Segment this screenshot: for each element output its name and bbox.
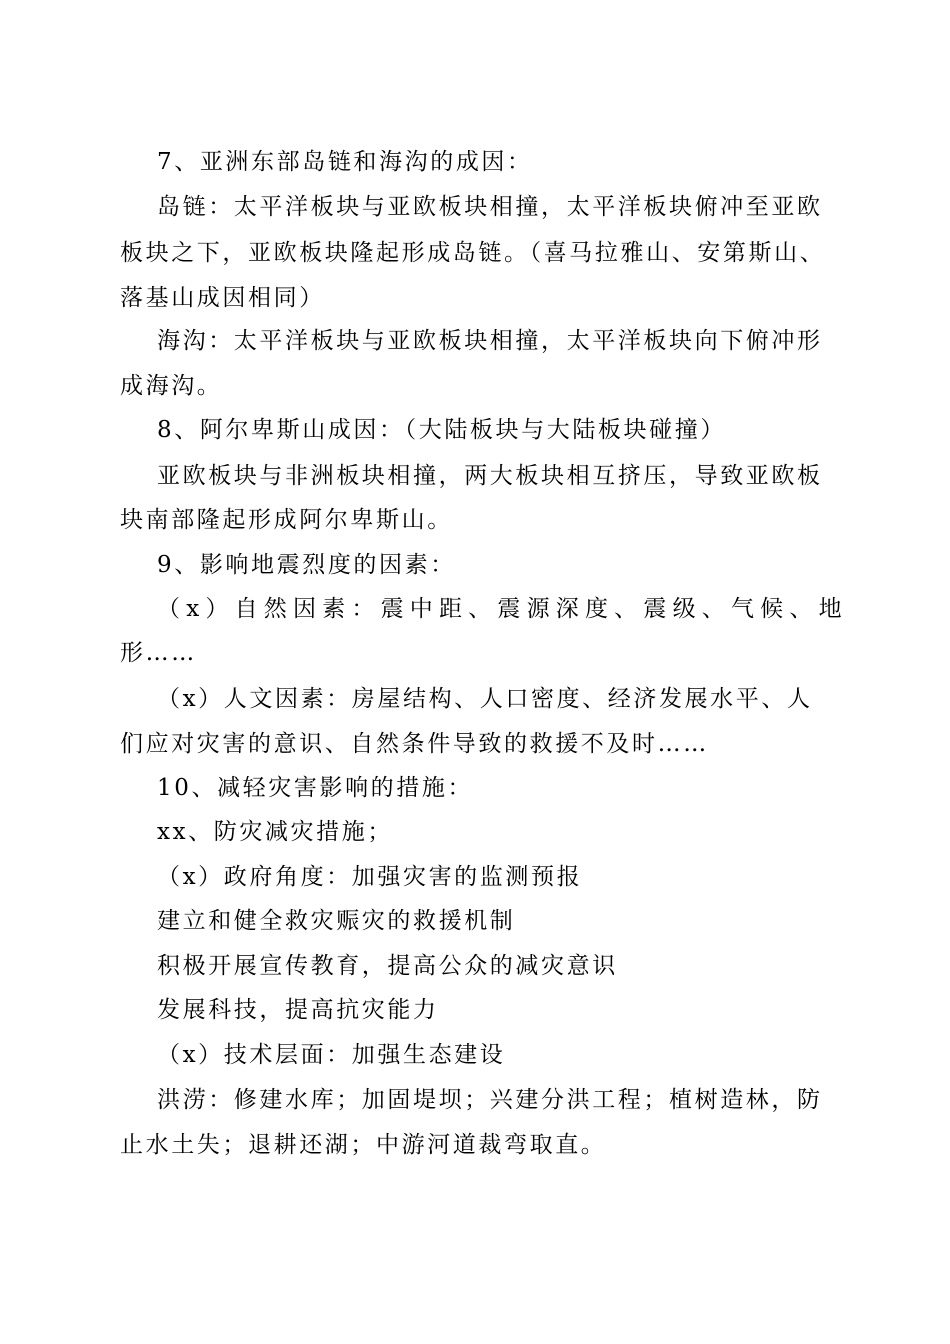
heading-10-mitigation: 10、减轻灾害影响的措施：	[157, 775, 474, 801]
paragraph-measures: xx、防灾减灾措施；	[157, 819, 393, 845]
paragraph-alps-line2: 块南部隆起形成阿尔卑斯山。	[120, 507, 453, 533]
paragraph-alps-line1: 亚欧板块与非洲板块相撞，两大板块相互挤压，导致亚欧板	[157, 463, 823, 489]
paragraph-natural-factors-line2: 形……	[120, 640, 197, 666]
paragraph-floods-line2: 止水土失；退耕还湖；中游河道裁弯取直。	[120, 1132, 607, 1158]
heading-8-alps: 8、阿尔卑斯山成因：（大陆板块与大陆板块碰撞）	[157, 417, 726, 443]
paragraph-education: 积极开展宣传教育，提高公众的减灾意识	[157, 953, 618, 979]
paragraph-island-chain-line1: 岛链：太平洋板块与亚欧板块相撞，太平洋板块俯冲至亚欧	[157, 194, 823, 220]
paragraph-trench-line2: 成海沟。	[120, 373, 223, 399]
heading-7-island-chains-trenches: 7、亚洲东部岛链和海沟的成因：	[157, 149, 533, 175]
paragraph-human-factors-line2: 们应对灾害的意识、自然条件导致的救援不及时……	[120, 731, 709, 757]
paragraph-floods-line1: 洪涝：修建水库；加固堤坝；兴建分洪工程；植树造林，防	[157, 1087, 823, 1113]
paragraph-natural-factors-line1: （x）自然因素：震中距、震源深度、震级、气候、地	[157, 596, 848, 622]
paragraph-island-chain-line2: 板块之下，亚欧板块隆起形成岛链。（喜马拉雅山、安第斯山、	[120, 240, 826, 266]
paragraph-technology: 发展科技，提高抗灾能力	[157, 997, 439, 1023]
paragraph-island-chain-line3: 落基山成因相同）	[120, 285, 325, 311]
paragraph-technical-level: （x）技术层面：加强生态建设	[157, 1042, 506, 1068]
paragraph-government: （x）政府角度：加强灾害的监测预报	[157, 864, 583, 890]
paragraph-relief-mechanism: 建立和健全救灾赈灾的救援机制	[157, 908, 516, 934]
heading-9-earthquake-intensity: 9、影响地震烈度的因素：	[157, 552, 456, 578]
paragraph-human-factors-line1: （x）人文因素：房屋结构、人口密度、经济发展水平、人	[157, 686, 813, 712]
paragraph-trench-line1: 海沟：太平洋板块与亚欧板块相撞，太平洋板块向下俯冲形	[157, 328, 823, 354]
